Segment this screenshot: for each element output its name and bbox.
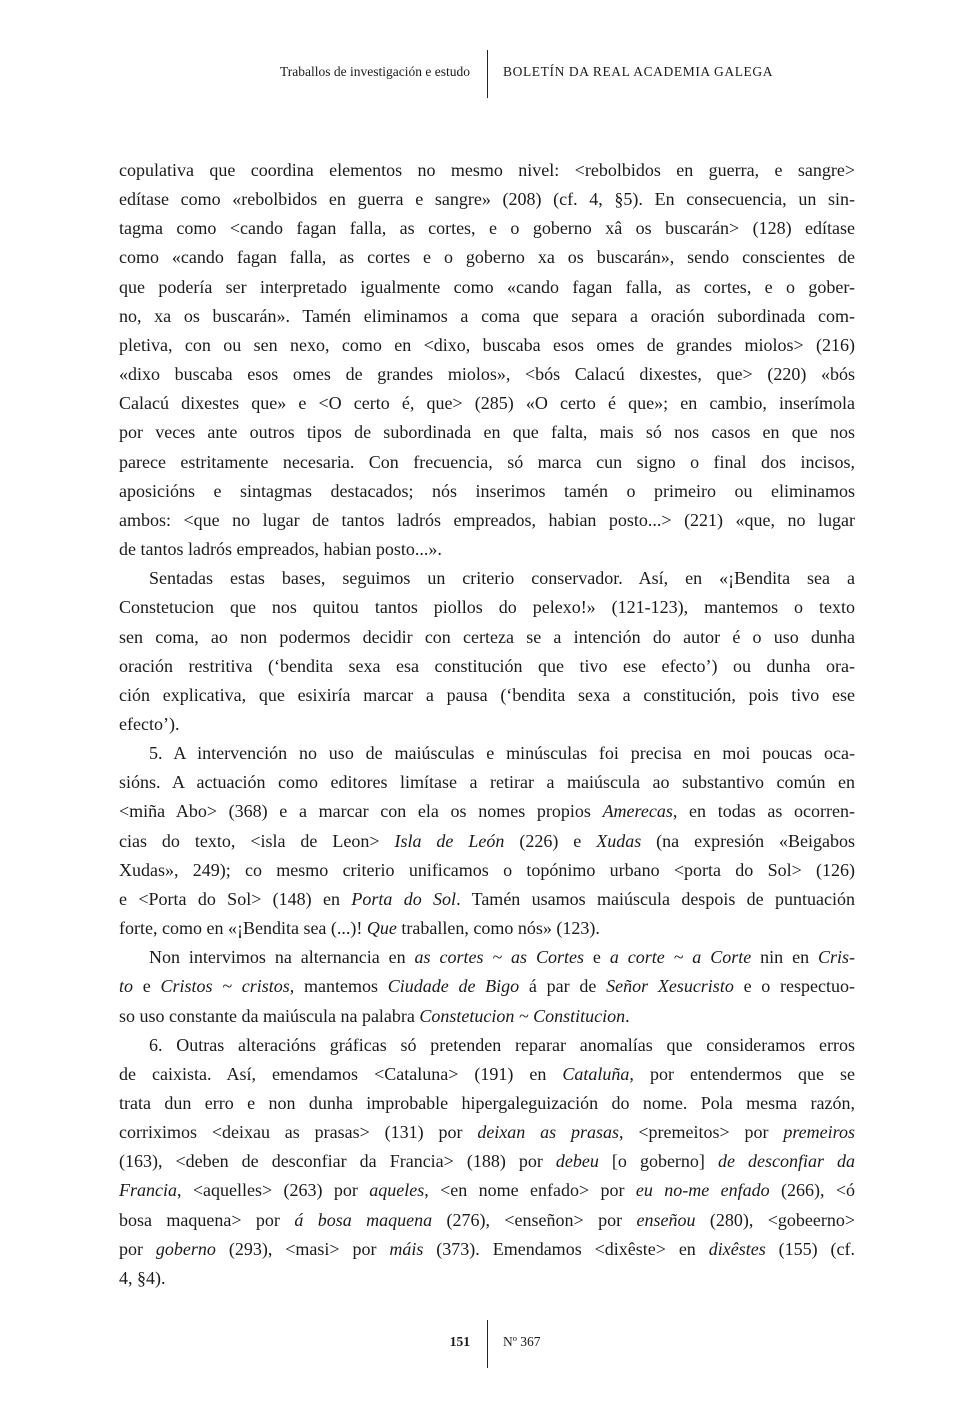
- italic-text: dixêstes: [708, 1238, 766, 1259]
- text-line: [119, 739, 855, 768]
- text-run: que podería ser interpretado igualmente como «cando fagan falla, as cortes, e o gober-: [119, 276, 855, 297]
- italic-text: Xudas: [596, 830, 642, 851]
- running-header-section: Traballos de investigación e estudo: [280, 64, 470, 79]
- italic-text: máis: [389, 1238, 424, 1259]
- text-run: Xudas», 249); co mesmo criterio unificamos o topónimo urbano <porta do Sol> (126): [119, 859, 855, 880]
- text-line: [119, 1031, 855, 1060]
- text-run: , mantemos: [289, 976, 388, 997]
- text-run: , <aquelles> (263) por: [177, 1180, 370, 1201]
- text-line: [119, 943, 855, 972]
- italic-text: deixan as prasas: [477, 1122, 620, 1143]
- italic-text: a corte ~ a Corte: [609, 947, 752, 968]
- text-line: [119, 652, 855, 681]
- text-run: e <Porta do Sol> (148) en: [119, 888, 352, 909]
- italic-text: á bosa maquena: [294, 1209, 433, 1230]
- text-line: [119, 156, 855, 185]
- text-run: tagma como <cando fagan falla, as cortes, e o goberno xâ os buscarán> (128) edítase: [119, 218, 855, 239]
- text-line: [119, 1002, 855, 1031]
- text-run: e o respectuo-: [733, 976, 855, 997]
- text-line: [119, 1147, 855, 1176]
- italic-text: goberno: [155, 1238, 216, 1259]
- text-run: .: [625, 1005, 630, 1026]
- text-run: traballen, como nós» (123).: [396, 918, 600, 939]
- italic-text: Amerecas: [602, 801, 673, 822]
- text-run: de tantos ladrós empreados, habian posto...».: [119, 539, 442, 560]
- text-run: á par de: [519, 976, 607, 997]
- text-line: [119, 1118, 855, 1147]
- text-line: [119, 914, 855, 943]
- text-run: corriximos <deixau as prasas> (131) por: [119, 1122, 478, 1143]
- italic-text: Señor Xesucristo: [606, 976, 734, 997]
- italic-text: eu no-me enfado: [635, 1180, 770, 1201]
- text-line: [119, 681, 855, 710]
- italic-text: Francia: [119, 1180, 177, 1201]
- text-run: copulativa que coordina elementos no mesmo nivel: <rebolbidos en guerra, e sangre>: [119, 160, 855, 180]
- text-run: por veces ante outros tipos de subordinada en que falta, mais só nos casos en que nos: [119, 422, 855, 443]
- text-run: por: [119, 1238, 156, 1259]
- text-run: sen coma, ao non podermos decidir con certeza se a intención do autor é o uso dunha: [119, 626, 855, 647]
- text-run: so uso constante da maiúscula na palabra: [119, 1005, 420, 1026]
- text-run: pletiva, con ou sen nexo, como en <dixo, buscaba esos omes de grandes miolos> (216): [119, 334, 855, 355]
- text-line: [119, 360, 855, 389]
- text-line: [119, 1060, 855, 1089]
- running-header-journal: BOLETÍN DA REAL ACADEMIA GALEGA: [503, 64, 774, 79]
- text-run: parece estritamente necesaria. Con frecuencia, só marca cun signo o final dos incisos,: [119, 451, 855, 472]
- text-run: <miña Abo> (368) e a marcar con ela os nomes propios: [119, 801, 603, 822]
- text-line: [119, 623, 855, 652]
- text-run: 6. Outras alteracións gráficas só pretenden reparar anomalías que consideramos erros: [149, 1034, 855, 1055]
- text-line: [119, 389, 855, 418]
- footer-divider: [487, 1320, 488, 1368]
- text-run: edítase como «rebolbidos en guerra e sangre» (208) (cf. 4, §5). En consecuencia, un sin-: [119, 189, 855, 210]
- text-line: [119, 331, 855, 360]
- text-run: cias do texto, <isla de Leon>: [119, 830, 395, 851]
- text-run: como «cando fagan falla, as cortes e o goberno xa os buscarán», sendo conscientes de: [119, 247, 855, 268]
- text-line: [119, 273, 855, 302]
- text-run: , en todas as ocorren-: [672, 801, 855, 822]
- text-run: , <premeitos> por: [619, 1122, 784, 1143]
- text-line: [119, 1176, 855, 1205]
- text-run: e: [133, 976, 161, 997]
- italic-text: to: [119, 976, 134, 997]
- text-line: [119, 418, 855, 447]
- text-run: nin en: [751, 947, 818, 968]
- text-line: [119, 185, 855, 214]
- text-run: Calacú dixestes que» e <O certo é, que> (285) «O certo é que»; en cambio, inserímola: [119, 393, 855, 414]
- text-run: e: [583, 947, 610, 968]
- italic-text: Cataluña: [562, 1063, 630, 1084]
- text-run: Non intervimos na alternancia en: [149, 947, 415, 968]
- text-line: [119, 1089, 855, 1118]
- text-run: efecto’).: [119, 713, 180, 734]
- text-line: [119, 564, 855, 593]
- text-line: [119, 1235, 855, 1264]
- text-run: . Tamén usamos maiúscula despois de puntuación: [456, 888, 855, 909]
- text-run: sións. A actuación como editores limítase a retirar a maiúscula ao substantivo común en: [119, 772, 855, 793]
- text-run: , <en nome enfado> por: [424, 1180, 636, 1201]
- text-run: (na expresión «Beigabos: [641, 830, 856, 851]
- text-line: [119, 302, 855, 331]
- text-line: [119, 972, 855, 1001]
- text-run: ambos: <que no lugar de tantos ladrós empreados, habian posto...> (221) «que, no lugar: [119, 509, 855, 530]
- text-run: trata dun erro e non dunha improbable hipergaleguización do nome. Pola mesma razón,: [119, 1093, 855, 1113]
- italic-text: aqueles: [369, 1180, 425, 1201]
- italic-text: enseñou: [636, 1209, 696, 1230]
- text-line: [119, 506, 855, 535]
- text-run: «dixo buscaba esos omes de grandes miolos», <bós Calacú dixestes, que> (220) «bós: [119, 364, 855, 385]
- text-line: [119, 1206, 855, 1235]
- issue-number: Nº 367: [503, 1334, 541, 1349]
- text-run: (155) (cf.: [765, 1238, 856, 1259]
- italic-text: Cris-: [818, 947, 856, 968]
- text-run: oración restritiva (‘bendita sexa esa constitución que tivo ese efecto’) ou dunha ora-: [119, 655, 855, 676]
- text-line: [119, 1264, 855, 1293]
- italic-text: debeu: [555, 1151, 599, 1172]
- header-divider: [487, 50, 488, 98]
- italic-text: Cristos ~ cristos: [160, 976, 290, 997]
- italic-text: Que: [366, 918, 397, 939]
- text-run: aposicións e sintagmas destacados; nós inserimos tamén o primeiro ou eliminamos: [119, 480, 855, 501]
- text-run: , por entendermos que se: [629, 1063, 855, 1084]
- text-run: forte, como en «¡Bendita sea (...)!: [119, 918, 367, 939]
- text-line: [119, 710, 855, 739]
- text-line: [119, 448, 855, 477]
- italic-text: as cortes ~ as Cortes: [414, 947, 584, 968]
- text-run: 4, §4).: [119, 1267, 166, 1288]
- text-run: Sentadas estas bases, seguimos un criterio conservador. Así, en «¡Bendita sea a: [149, 568, 855, 589]
- text-run: (163), <deben de desconfiar da Francia> (188) por: [119, 1151, 556, 1172]
- text-run: de caixista. Así, emendamos <Cataluna> (191) en: [119, 1063, 563, 1084]
- text-run: (280), <gobeerno>: [695, 1209, 856, 1230]
- italic-text: de desconfiar da: [717, 1151, 855, 1172]
- text-line: [119, 885, 855, 914]
- italic-text: premeiros: [783, 1122, 856, 1143]
- text-run: (226) e: [504, 830, 597, 851]
- text-line: [119, 856, 855, 885]
- text-run: Constetucion que nos quitou tantos piollos do pelexo!» (121-123), mantemos o texto: [119, 597, 855, 618]
- text-line: [119, 768, 855, 797]
- page-number: 151: [449, 1334, 470, 1349]
- italic-text: Constetucion ~ Constitucion: [419, 1005, 626, 1026]
- text-run: (373). Emendamos <dixêste> en: [423, 1238, 709, 1259]
- text-line: [119, 593, 855, 622]
- text-run: ción explicativa, que esixiría marcar a pausa (‘bendita sexa a constitución, pois tivo ese: [119, 684, 855, 705]
- text-line: [119, 243, 855, 272]
- text-run: no, xa os buscarán». Tamén eliminamos a coma que separa a oración subordinada com-: [119, 305, 855, 326]
- italic-text: Porta do Sol: [351, 888, 457, 909]
- italic-text: Ciudade de Bigo: [387, 976, 520, 997]
- text-run: (276), <enseñon> por: [432, 1209, 637, 1230]
- text-line: [119, 797, 855, 826]
- body-text: [119, 156, 855, 1293]
- text-line: [119, 535, 855, 564]
- text-run: (293), <masi> por: [215, 1238, 390, 1259]
- text-run: [o goberno]: [598, 1151, 718, 1172]
- text-line: [119, 214, 855, 243]
- text-run: bosa maquena> por: [119, 1209, 295, 1230]
- text-run: 5. A intervención no uso de maiúsculas e minúsculas foi precisa en moi poucas oca-: [149, 743, 855, 764]
- text-line: [119, 477, 855, 506]
- text-run: (266), <ó: [769, 1180, 856, 1201]
- text-line: [119, 827, 855, 856]
- italic-text: Isla de León: [394, 830, 505, 851]
